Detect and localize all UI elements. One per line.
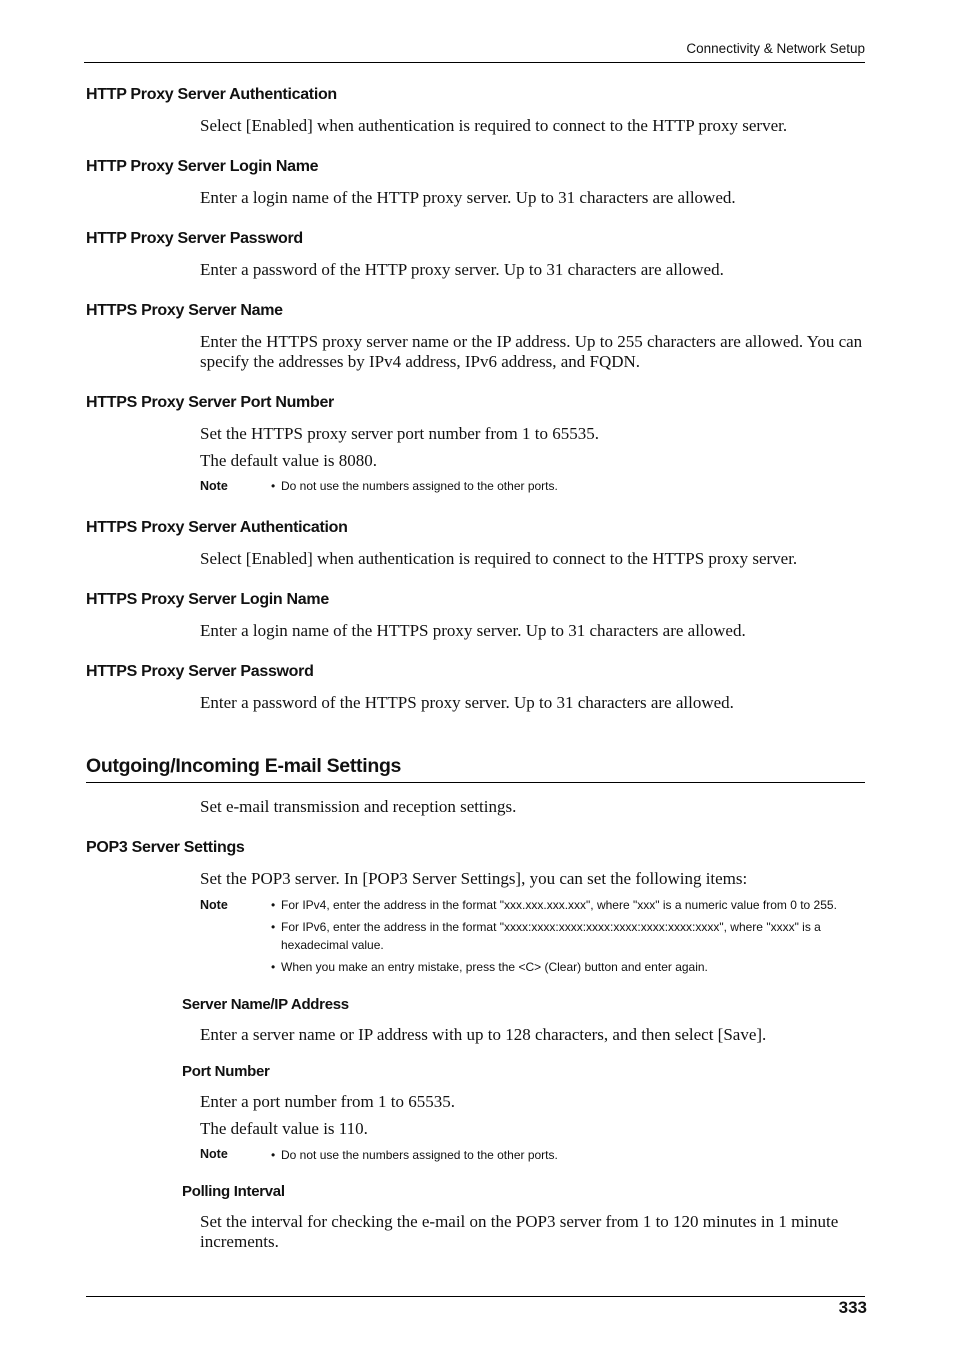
- para-http-proxy-password: Enter a password of the HTTP proxy server. Up to 31 characters are allowed.: [200, 260, 724, 279]
- bullet-icon: •: [271, 960, 276, 974]
- note-bullet: • Do not use the numbers assigned to the other ports.: [271, 1148, 558, 1162]
- heading-https-proxy-login: HTTPS Proxy Server Login Name: [86, 591, 329, 608]
- note-bullet: • Do not use the numbers assigned to the other ports.: [271, 479, 558, 493]
- heading-server-name: Server Name/IP Address: [182, 996, 349, 1013]
- note-bullet: • When you make an entry mistake, press the <C> (Clear) button and enter again.: [271, 960, 708, 974]
- para-email-intro: Set e-mail transmission and reception settings.: [200, 797, 517, 816]
- para-server-name: Enter a server name or IP address with up to 128 characters, and then select [Save].: [200, 1025, 767, 1044]
- heading-https-proxy-name: HTTPS Proxy Server Name: [86, 302, 283, 319]
- para-https-proxy-name: Enter the HTTPS proxy server name or the IP address. Up to 255 characters are allowed. You can specify the addresses by IPv4 address, IPv6 address, and FQDN.: [200, 332, 863, 371]
- heading-https-proxy-password: HTTPS Proxy Server Password: [86, 663, 314, 680]
- para-http-proxy-auth: Select [Enabled] when authentication is required to connect to the HTTP proxy server.: [200, 116, 788, 135]
- heading-https-proxy-auth: HTTPS Proxy Server Authentication: [86, 519, 348, 536]
- note-bullet: • For IPv4, enter the address in the format "xxx.xxx.xxx.xxx", where "xxx" is a numeric value from 0 to 255.: [271, 898, 837, 912]
- para-https-proxy-port: Set the HTTPS proxy server port number from 1 to 65535.: [200, 424, 599, 443]
- heading-polling-interval: Polling Interval: [182, 1183, 285, 1200]
- heading-http-proxy-login: HTTP Proxy Server Login Name: [86, 158, 319, 175]
- para-port-number-default: The default value is 110.: [200, 1119, 368, 1138]
- note-label: Note: [200, 1147, 228, 1161]
- heading-https-proxy-port: HTTPS Proxy Server Port Number: [86, 394, 334, 411]
- header-rule: [84, 62, 865, 63]
- para-pop3-intro: Set the POP3 server. In [POP3 Server Settings], you can set the following items:: [200, 869, 748, 888]
- note-label: Note: [200, 898, 228, 912]
- para-port-number: Enter a port number from 1 to 65535.: [200, 1092, 455, 1111]
- para-https-proxy-port-default: The default value is 8080.: [200, 451, 378, 470]
- section-rule: [86, 782, 865, 783]
- footer-rule: [86, 1296, 865, 1297]
- section-title-email: Outgoing/Incoming E-mail Settings: [86, 755, 402, 777]
- page-number: 333: [838, 1298, 867, 1317]
- para-http-proxy-login: Enter a login name of the HTTP proxy server. Up to 31 characters are allowed.: [200, 188, 736, 207]
- para-https-proxy-login: Enter a login name of the HTTPS proxy server. Up to 31 characters are allowed.: [200, 621, 746, 640]
- running-header: Connectivity & Network Setup: [686, 41, 865, 56]
- bullet-icon: •: [271, 898, 276, 912]
- note-label: Note: [200, 479, 228, 493]
- bullet-icon: •: [271, 920, 276, 934]
- bullet-icon: •: [271, 1148, 276, 1162]
- heading-port-number: Port Number: [182, 1063, 270, 1080]
- para-https-proxy-auth: Select [Enabled] when authentication is required to connect to the HTTPS proxy server.: [200, 549, 798, 568]
- bullet-icon: •: [271, 479, 276, 493]
- heading-http-proxy-password: HTTP Proxy Server Password: [86, 230, 303, 247]
- note-bullet: • For IPv6, enter the address in the format "xxxx:xxxx:xxxx:xxxx:xxxx:xxxx:xxxx:xxxx", where "xxxx" is a hexadecimal value.: [271, 920, 821, 952]
- heading-pop3-settings: POP3 Server Settings: [86, 839, 245, 856]
- heading-http-proxy-auth: HTTP Proxy Server Authentication: [86, 86, 337, 103]
- para-https-proxy-password: Enter a password of the HTTPS proxy server. Up to 31 characters are allowed.: [200, 693, 734, 712]
- para-polling-interval: Set the interval for checking the e-mail on the POP3 server from 1 to 120 minutes in 1 minute increments.: [200, 1212, 839, 1251]
